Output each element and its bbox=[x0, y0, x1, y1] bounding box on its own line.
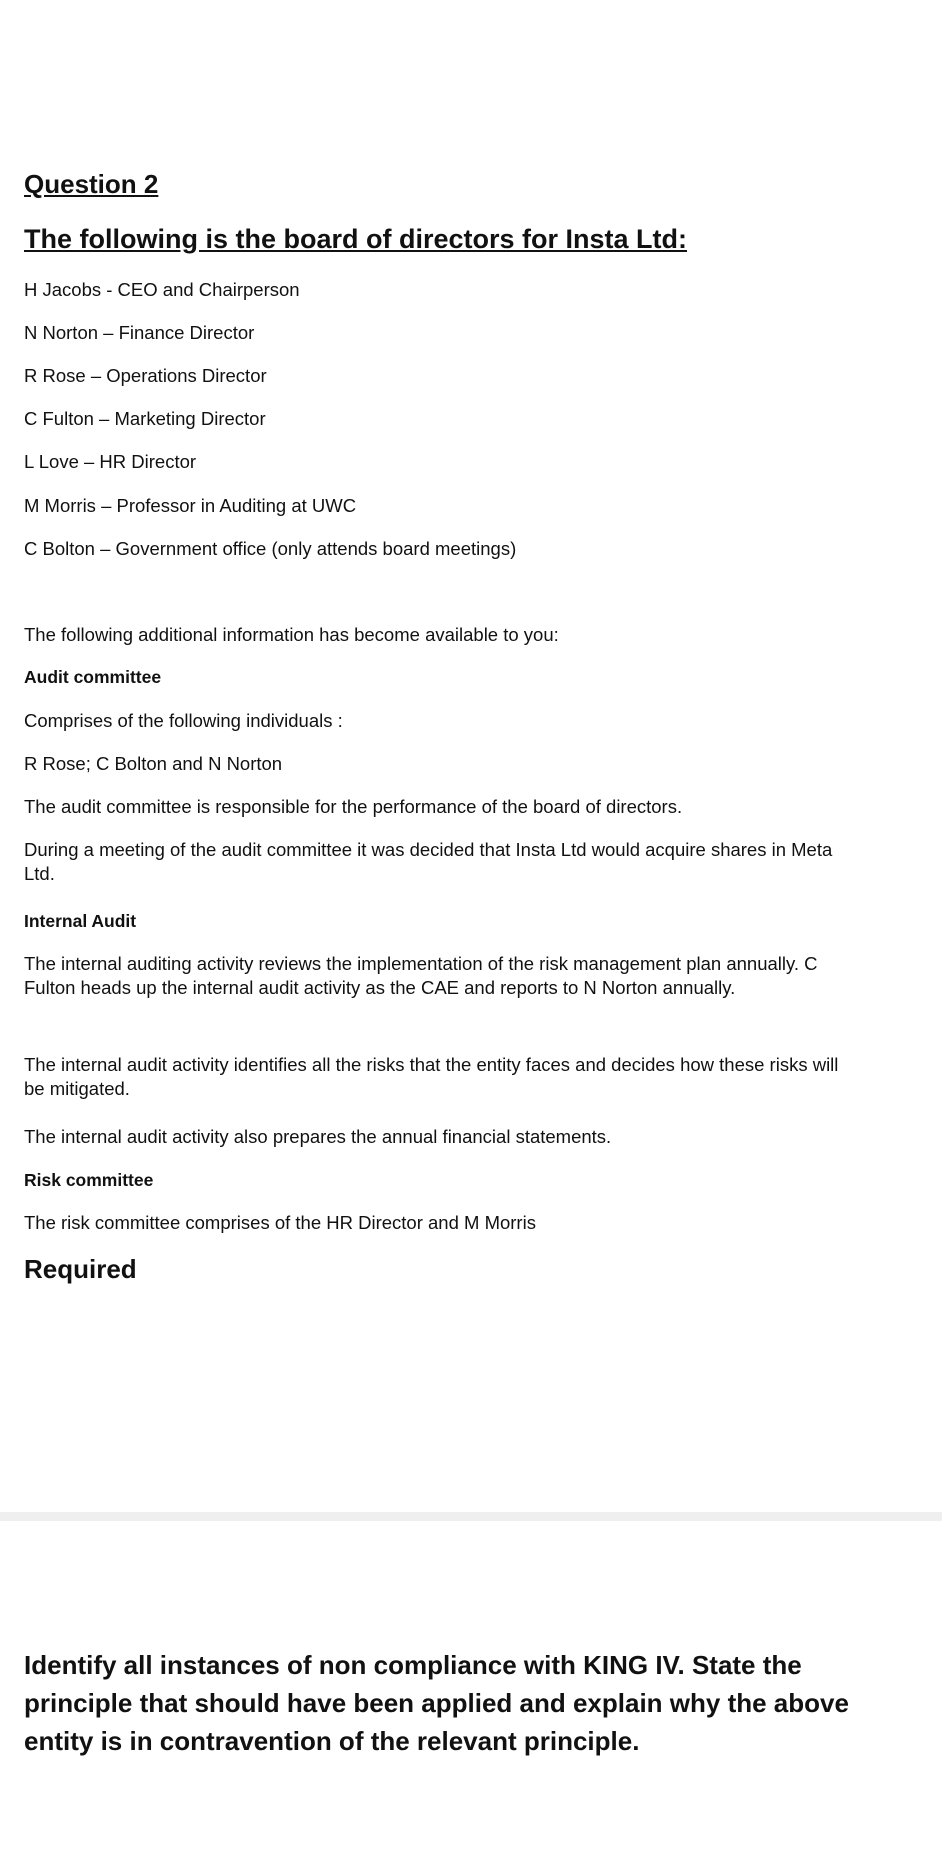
additional-info-intro: The following additional information has become available to you: bbox=[24, 624, 559, 645]
board-heading: The following is the board of directors for Insta Ltd: bbox=[24, 224, 688, 254]
risk-committee-heading: Risk committee bbox=[24, 1170, 154, 1190]
audit-committee-meeting: During a meeting of the audit committee it was decided that Insta Ltd would acquire shares in Meta Ltd. bbox=[24, 839, 833, 884]
risk-committee-text: The risk committee comprises of the HR Director and M Morris bbox=[24, 1212, 536, 1233]
director-item: H Jacobs - CEO and Chairperson bbox=[24, 279, 300, 300]
page-divider bbox=[0, 1512, 942, 1521]
director-item: C Bolton – Government office (only attends board meetings) bbox=[24, 538, 517, 559]
director-item: L Love – HR Director bbox=[24, 451, 197, 472]
question-title: Question 2 bbox=[24, 169, 159, 199]
audit-committee-heading: Audit committee bbox=[24, 667, 162, 687]
internal-audit-heading: Internal Audit bbox=[24, 911, 137, 931]
audit-committee-comprises: Comprises of the following individuals : bbox=[24, 710, 343, 731]
director-item: C Fulton – Marketing Director bbox=[24, 408, 266, 429]
internal-audit-para: The internal audit activity identifies all the risks that the entity faces and decides how these risks will be mitigated. bbox=[24, 1054, 839, 1099]
instruction-text: Identify all instances of non compliance with KING IV. State the principle that should have been applied and explain why the above entity is in contravention of the relevant principle. bbox=[24, 1650, 849, 1756]
director-item: R Rose – Operations Director bbox=[24, 365, 267, 386]
director-item: M Morris – Professor in Auditing at UWC bbox=[24, 495, 357, 516]
audit-committee-responsibility: The audit committee is responsible for the performance of the board of directors. bbox=[24, 796, 683, 817]
audit-committee-members: R Rose; C Bolton and N Norton bbox=[24, 753, 283, 774]
internal-audit-para: The internal audit activity also prepares the annual financial statements. bbox=[24, 1126, 612, 1147]
required-heading: Required bbox=[24, 1254, 137, 1284]
director-item: N Norton – Finance Director bbox=[24, 322, 255, 343]
internal-audit-para: The internal auditing activity reviews the implementation of the risk management plan annually. C Fulton heads up the internal audit activity as the CAE and reports to N Norton annually. bbox=[24, 953, 818, 998]
